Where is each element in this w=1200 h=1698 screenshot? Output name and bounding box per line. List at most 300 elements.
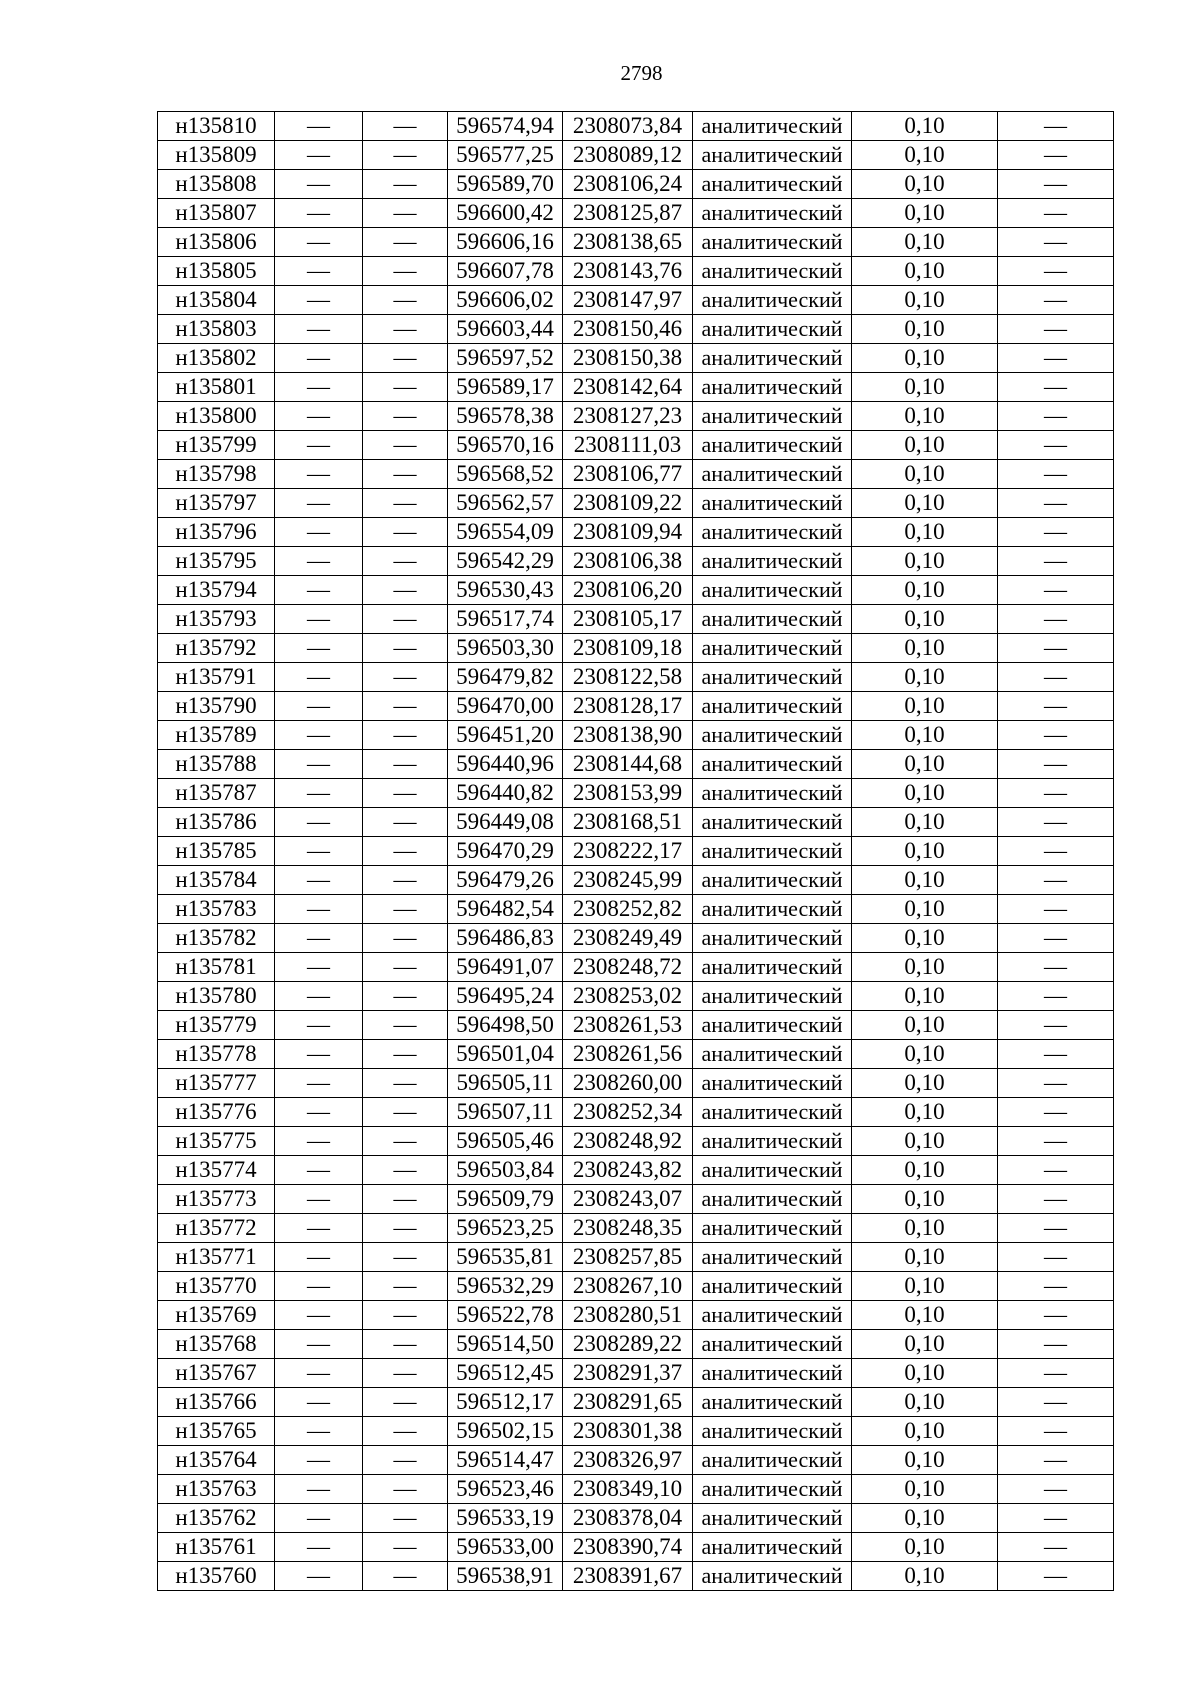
x-coordinate-cell: 596507,11 bbox=[448, 1098, 563, 1127]
empty-value-cell: — bbox=[998, 112, 1114, 141]
accuracy-cell: 0,10 bbox=[852, 924, 998, 953]
empty-value-cell: — bbox=[998, 605, 1114, 634]
empty-value-cell: — bbox=[275, 953, 363, 982]
empty-value-cell: — bbox=[275, 1011, 363, 1040]
point-name-cell: н135808 bbox=[158, 170, 275, 199]
method-cell: аналитический bbox=[693, 228, 852, 257]
table-row bbox=[158, 750, 1114, 779]
x-coordinate-cell: 596554,09 bbox=[448, 518, 563, 547]
table-row bbox=[158, 1301, 1114, 1330]
empty-value-cell: — bbox=[363, 1475, 448, 1504]
table-row bbox=[158, 663, 1114, 692]
accuracy-cell: 0,10 bbox=[852, 576, 998, 605]
table-row bbox=[158, 373, 1114, 402]
empty-value-cell: — bbox=[275, 779, 363, 808]
point-name-cell: н135763 bbox=[158, 1475, 275, 1504]
y-coordinate-cell: 2308261,56 bbox=[563, 1040, 693, 1069]
y-coordinate-cell: 2308378,04 bbox=[563, 1504, 693, 1533]
y-coordinate-cell: 2308106,38 bbox=[563, 547, 693, 576]
point-name-cell: н135786 bbox=[158, 808, 275, 837]
empty-value-cell: — bbox=[998, 1011, 1114, 1040]
method-cell: аналитический bbox=[693, 1243, 852, 1272]
empty-value-cell: — bbox=[363, 895, 448, 924]
table-row bbox=[158, 402, 1114, 431]
table-row bbox=[158, 170, 1114, 199]
method-cell: аналитический bbox=[693, 663, 852, 692]
y-coordinate-cell: 2308280,51 bbox=[563, 1301, 693, 1330]
accuracy-cell: 0,10 bbox=[852, 286, 998, 315]
x-coordinate-cell: 596512,45 bbox=[448, 1359, 563, 1388]
y-coordinate-cell: 2308248,72 bbox=[563, 953, 693, 982]
y-coordinate-cell: 2308261,53 bbox=[563, 1011, 693, 1040]
empty-value-cell: — bbox=[363, 170, 448, 199]
empty-value-cell: — bbox=[363, 112, 448, 141]
method-cell: аналитический bbox=[693, 1388, 852, 1417]
empty-value-cell: — bbox=[998, 1359, 1114, 1388]
method-cell: аналитический bbox=[693, 1417, 852, 1446]
point-name-cell: н135778 bbox=[158, 1040, 275, 1069]
table-row bbox=[158, 1533, 1114, 1562]
y-coordinate-cell: 2308138,65 bbox=[563, 228, 693, 257]
method-cell: аналитический bbox=[693, 344, 852, 373]
point-name-cell: н135771 bbox=[158, 1243, 275, 1272]
y-coordinate-cell: 2308301,38 bbox=[563, 1417, 693, 1446]
empty-value-cell: — bbox=[363, 576, 448, 605]
x-coordinate-cell: 596535,81 bbox=[448, 1243, 563, 1272]
empty-value-cell: — bbox=[363, 1388, 448, 1417]
y-coordinate-cell: 2308252,34 bbox=[563, 1098, 693, 1127]
empty-value-cell: — bbox=[275, 1243, 363, 1272]
y-coordinate-cell: 2308260,00 bbox=[563, 1069, 693, 1098]
accuracy-cell: 0,10 bbox=[852, 1156, 998, 1185]
x-coordinate-cell: 596505,46 bbox=[448, 1127, 563, 1156]
point-name-cell: н135766 bbox=[158, 1388, 275, 1417]
table-row bbox=[158, 547, 1114, 576]
empty-value-cell: — bbox=[998, 402, 1114, 431]
empty-value-cell: — bbox=[363, 1417, 448, 1446]
x-coordinate-cell: 596597,52 bbox=[448, 344, 563, 373]
empty-value-cell: — bbox=[998, 953, 1114, 982]
empty-value-cell: — bbox=[275, 924, 363, 953]
empty-value-cell: — bbox=[998, 170, 1114, 199]
accuracy-cell: 0,10 bbox=[852, 460, 998, 489]
empty-value-cell: — bbox=[275, 1301, 363, 1330]
empty-value-cell: — bbox=[363, 460, 448, 489]
table-row bbox=[158, 576, 1114, 605]
y-coordinate-cell: 2308147,97 bbox=[563, 286, 693, 315]
x-coordinate-cell: 596502,15 bbox=[448, 1417, 563, 1446]
table-row bbox=[158, 1185, 1114, 1214]
accuracy-cell: 0,10 bbox=[852, 1504, 998, 1533]
point-name-cell: н135790 bbox=[158, 692, 275, 721]
empty-value-cell: — bbox=[363, 547, 448, 576]
method-cell: аналитический bbox=[693, 547, 852, 576]
y-coordinate-cell: 2308267,10 bbox=[563, 1272, 693, 1301]
x-coordinate-cell: 596482,54 bbox=[448, 895, 563, 924]
empty-value-cell: — bbox=[363, 489, 448, 518]
empty-value-cell: — bbox=[998, 315, 1114, 344]
x-coordinate-cell: 596501,04 bbox=[448, 1040, 563, 1069]
point-name-cell: н135795 bbox=[158, 547, 275, 576]
table-row bbox=[158, 1040, 1114, 1069]
point-name-cell: н135772 bbox=[158, 1214, 275, 1243]
y-coordinate-cell: 2308252,82 bbox=[563, 895, 693, 924]
method-cell: аналитический bbox=[693, 895, 852, 924]
method-cell: аналитический bbox=[693, 1562, 852, 1591]
point-name-cell: н135764 bbox=[158, 1446, 275, 1475]
y-coordinate-cell: 2308142,64 bbox=[563, 373, 693, 402]
empty-value-cell: — bbox=[275, 895, 363, 924]
accuracy-cell: 0,10 bbox=[852, 228, 998, 257]
table-row bbox=[158, 866, 1114, 895]
empty-value-cell: — bbox=[363, 1011, 448, 1040]
empty-value-cell: — bbox=[275, 1533, 363, 1562]
empty-value-cell: — bbox=[998, 1185, 1114, 1214]
empty-value-cell: — bbox=[275, 228, 363, 257]
y-coordinate-cell: 2308089,12 bbox=[563, 141, 693, 170]
point-name-cell: н135797 bbox=[158, 489, 275, 518]
empty-value-cell: — bbox=[275, 1330, 363, 1359]
method-cell: аналитический bbox=[693, 605, 852, 634]
accuracy-cell: 0,10 bbox=[852, 750, 998, 779]
accuracy-cell: 0,10 bbox=[852, 547, 998, 576]
empty-value-cell: — bbox=[275, 837, 363, 866]
accuracy-cell: 0,10 bbox=[852, 1272, 998, 1301]
y-coordinate-cell: 2308109,94 bbox=[563, 518, 693, 547]
empty-value-cell: — bbox=[275, 1417, 363, 1446]
point-name-cell: н135780 bbox=[158, 982, 275, 1011]
accuracy-cell: 0,10 bbox=[852, 431, 998, 460]
empty-value-cell: — bbox=[275, 1069, 363, 1098]
empty-value-cell: — bbox=[363, 1446, 448, 1475]
method-cell: аналитический bbox=[693, 924, 852, 953]
y-coordinate-cell: 2308122,58 bbox=[563, 663, 693, 692]
empty-value-cell: — bbox=[275, 141, 363, 170]
point-name-cell: н135791 bbox=[158, 663, 275, 692]
y-coordinate-cell: 2308138,90 bbox=[563, 721, 693, 750]
empty-value-cell: — bbox=[275, 634, 363, 663]
x-coordinate-cell: 596568,52 bbox=[448, 460, 563, 489]
accuracy-cell: 0,10 bbox=[852, 199, 998, 228]
table-row bbox=[158, 1417, 1114, 1446]
empty-value-cell: — bbox=[998, 431, 1114, 460]
empty-value-cell: — bbox=[275, 808, 363, 837]
point-name-cell: н135782 bbox=[158, 924, 275, 953]
empty-value-cell: — bbox=[998, 1475, 1114, 1504]
accuracy-cell: 0,10 bbox=[852, 373, 998, 402]
accuracy-cell: 0,10 bbox=[852, 1185, 998, 1214]
point-name-cell: н135803 bbox=[158, 315, 275, 344]
y-coordinate-cell: 2308326,97 bbox=[563, 1446, 693, 1475]
accuracy-cell: 0,10 bbox=[852, 344, 998, 373]
empty-value-cell: — bbox=[363, 663, 448, 692]
accuracy-cell: 0,10 bbox=[852, 1417, 998, 1446]
empty-value-cell: — bbox=[275, 1127, 363, 1156]
y-coordinate-cell: 2308291,37 bbox=[563, 1359, 693, 1388]
method-cell: аналитический bbox=[693, 1504, 852, 1533]
empty-value-cell: — bbox=[275, 489, 363, 518]
method-cell: аналитический bbox=[693, 1272, 852, 1301]
y-coordinate-cell: 2308253,02 bbox=[563, 982, 693, 1011]
empty-value-cell: — bbox=[275, 257, 363, 286]
x-coordinate-cell: 596533,00 bbox=[448, 1533, 563, 1562]
accuracy-cell: 0,10 bbox=[852, 1446, 998, 1475]
x-coordinate-cell: 596562,57 bbox=[448, 489, 563, 518]
empty-value-cell: — bbox=[998, 576, 1114, 605]
empty-value-cell: — bbox=[363, 1562, 448, 1591]
method-cell: аналитический bbox=[693, 1185, 852, 1214]
point-name-cell: н135801 bbox=[158, 373, 275, 402]
y-coordinate-cell: 2308289,22 bbox=[563, 1330, 693, 1359]
table-row bbox=[158, 286, 1114, 315]
empty-value-cell: — bbox=[363, 373, 448, 402]
point-name-cell: н135770 bbox=[158, 1272, 275, 1301]
point-name-cell: н135793 bbox=[158, 605, 275, 634]
y-coordinate-cell: 2308153,99 bbox=[563, 779, 693, 808]
empty-value-cell: — bbox=[275, 1156, 363, 1185]
table-row bbox=[158, 228, 1114, 257]
point-name-cell: н135789 bbox=[158, 721, 275, 750]
y-coordinate-cell: 2308144,68 bbox=[563, 750, 693, 779]
x-coordinate-cell: 596479,26 bbox=[448, 866, 563, 895]
empty-value-cell: — bbox=[275, 112, 363, 141]
empty-value-cell: — bbox=[363, 315, 448, 344]
y-coordinate-cell: 2308222,17 bbox=[563, 837, 693, 866]
empty-value-cell: — bbox=[998, 141, 1114, 170]
table-row bbox=[158, 953, 1114, 982]
page-number: 2798 bbox=[620, 61, 663, 85]
method-cell: аналитический bbox=[693, 170, 852, 199]
x-coordinate-cell: 596589,17 bbox=[448, 373, 563, 402]
empty-value-cell: — bbox=[363, 1040, 448, 1069]
method-cell: аналитический bbox=[693, 692, 852, 721]
point-name-cell: н135802 bbox=[158, 344, 275, 373]
empty-value-cell: — bbox=[363, 634, 448, 663]
table-row bbox=[158, 141, 1114, 170]
table-row bbox=[158, 1388, 1114, 1417]
x-coordinate-cell: 596517,74 bbox=[448, 605, 563, 634]
empty-value-cell: — bbox=[998, 924, 1114, 953]
point-name-cell: н135762 bbox=[158, 1504, 275, 1533]
empty-value-cell: — bbox=[363, 1533, 448, 1562]
table-row bbox=[158, 808, 1114, 837]
y-coordinate-cell: 2308106,20 bbox=[563, 576, 693, 605]
x-coordinate-cell: 596523,25 bbox=[448, 1214, 563, 1243]
table-row bbox=[158, 489, 1114, 518]
table-row bbox=[158, 721, 1114, 750]
y-coordinate-cell: 2308245,99 bbox=[563, 866, 693, 895]
accuracy-cell: 0,10 bbox=[852, 953, 998, 982]
empty-value-cell: — bbox=[363, 1098, 448, 1127]
empty-value-cell: — bbox=[363, 750, 448, 779]
method-cell: аналитический bbox=[693, 373, 852, 402]
x-coordinate-cell: 596491,07 bbox=[448, 953, 563, 982]
empty-value-cell: — bbox=[275, 721, 363, 750]
table-row bbox=[158, 431, 1114, 460]
empty-value-cell: — bbox=[998, 895, 1114, 924]
accuracy-cell: 0,10 bbox=[852, 1243, 998, 1272]
accuracy-cell: 0,10 bbox=[852, 866, 998, 895]
y-coordinate-cell: 2308391,67 bbox=[563, 1562, 693, 1591]
method-cell: аналитический bbox=[693, 489, 852, 518]
accuracy-cell: 0,10 bbox=[852, 112, 998, 141]
accuracy-cell: 0,10 bbox=[852, 605, 998, 634]
empty-value-cell: — bbox=[998, 518, 1114, 547]
empty-value-cell: — bbox=[363, 518, 448, 547]
empty-value-cell: — bbox=[363, 808, 448, 837]
x-coordinate-cell: 596578,38 bbox=[448, 402, 563, 431]
y-coordinate-cell: 2308143,76 bbox=[563, 257, 693, 286]
method-cell: аналитический bbox=[693, 431, 852, 460]
empty-value-cell: — bbox=[275, 605, 363, 634]
accuracy-cell: 0,10 bbox=[852, 721, 998, 750]
empty-value-cell: — bbox=[363, 605, 448, 634]
empty-value-cell: — bbox=[363, 866, 448, 895]
x-coordinate-cell: 596440,96 bbox=[448, 750, 563, 779]
x-coordinate-cell: 596451,20 bbox=[448, 721, 563, 750]
empty-value-cell: — bbox=[998, 663, 1114, 692]
x-coordinate-cell: 596503,84 bbox=[448, 1156, 563, 1185]
empty-value-cell: — bbox=[275, 402, 363, 431]
empty-value-cell: — bbox=[998, 1098, 1114, 1127]
empty-value-cell: — bbox=[363, 141, 448, 170]
method-cell: аналитический bbox=[693, 866, 852, 895]
x-coordinate-cell: 596606,16 bbox=[448, 228, 563, 257]
empty-value-cell: — bbox=[363, 953, 448, 982]
empty-value-cell: — bbox=[998, 344, 1114, 373]
empty-value-cell: — bbox=[363, 344, 448, 373]
accuracy-cell: 0,10 bbox=[852, 1562, 998, 1591]
empty-value-cell: — bbox=[998, 1301, 1114, 1330]
accuracy-cell: 0,10 bbox=[852, 982, 998, 1011]
method-cell: аналитический bbox=[693, 1301, 852, 1330]
table-row bbox=[158, 1156, 1114, 1185]
x-coordinate-cell: 596533,19 bbox=[448, 1504, 563, 1533]
y-coordinate-cell: 2308128,17 bbox=[563, 692, 693, 721]
empty-value-cell: — bbox=[998, 547, 1114, 576]
point-name-cell: н135761 bbox=[158, 1533, 275, 1562]
empty-value-cell: — bbox=[363, 721, 448, 750]
method-cell: аналитический bbox=[693, 837, 852, 866]
table-row bbox=[158, 1011, 1114, 1040]
empty-value-cell: — bbox=[275, 1446, 363, 1475]
empty-value-cell: — bbox=[998, 1504, 1114, 1533]
empty-value-cell: — bbox=[363, 1185, 448, 1214]
table-row bbox=[158, 315, 1114, 344]
x-coordinate-cell: 596514,50 bbox=[448, 1330, 563, 1359]
empty-value-cell: — bbox=[998, 1417, 1114, 1446]
point-name-cell: н135776 bbox=[158, 1098, 275, 1127]
accuracy-cell: 0,10 bbox=[852, 808, 998, 837]
method-cell: аналитический bbox=[693, 1127, 852, 1156]
empty-value-cell: — bbox=[363, 1214, 448, 1243]
empty-value-cell: — bbox=[275, 1562, 363, 1591]
point-name-cell: н135806 bbox=[158, 228, 275, 257]
empty-value-cell: — bbox=[998, 866, 1114, 895]
accuracy-cell: 0,10 bbox=[852, 895, 998, 924]
y-coordinate-cell: 2308248,92 bbox=[563, 1127, 693, 1156]
empty-value-cell: — bbox=[998, 199, 1114, 228]
table-row bbox=[158, 199, 1114, 228]
point-name-cell: н135781 bbox=[158, 953, 275, 982]
method-cell: аналитический bbox=[693, 953, 852, 982]
x-coordinate-cell: 596522,78 bbox=[448, 1301, 563, 1330]
method-cell: аналитический bbox=[693, 1011, 852, 1040]
x-coordinate-cell: 596505,11 bbox=[448, 1069, 563, 1098]
table-row bbox=[158, 1069, 1114, 1098]
empty-value-cell: — bbox=[998, 257, 1114, 286]
point-name-cell: н135800 bbox=[158, 402, 275, 431]
table-body bbox=[158, 112, 1114, 1591]
method-cell: аналитический bbox=[693, 315, 852, 344]
y-coordinate-cell: 2308111,03 bbox=[563, 431, 693, 460]
x-coordinate-cell: 596440,82 bbox=[448, 779, 563, 808]
point-name-cell: н135775 bbox=[158, 1127, 275, 1156]
empty-value-cell: — bbox=[363, 1301, 448, 1330]
empty-value-cell: — bbox=[275, 1040, 363, 1069]
table-row bbox=[158, 982, 1114, 1011]
point-name-cell: н135809 bbox=[158, 141, 275, 170]
point-name-cell: н135798 bbox=[158, 460, 275, 489]
empty-value-cell: — bbox=[363, 1127, 448, 1156]
method-cell: аналитический bbox=[693, 1475, 852, 1504]
x-coordinate-cell: 596509,79 bbox=[448, 1185, 563, 1214]
y-coordinate-cell: 2308106,24 bbox=[563, 170, 693, 199]
accuracy-cell: 0,10 bbox=[852, 518, 998, 547]
point-name-cell: н135794 bbox=[158, 576, 275, 605]
accuracy-cell: 0,10 bbox=[852, 1388, 998, 1417]
empty-value-cell: — bbox=[275, 1388, 363, 1417]
empty-value-cell: — bbox=[363, 402, 448, 431]
x-coordinate-cell: 596570,16 bbox=[448, 431, 563, 460]
accuracy-cell: 0,10 bbox=[852, 257, 998, 286]
x-coordinate-cell: 596479,82 bbox=[448, 663, 563, 692]
method-cell: аналитический bbox=[693, 1098, 852, 1127]
table-row bbox=[158, 257, 1114, 286]
point-name-cell: н135784 bbox=[158, 866, 275, 895]
empty-value-cell: — bbox=[275, 866, 363, 895]
empty-value-cell: — bbox=[998, 837, 1114, 866]
table-row bbox=[158, 1330, 1114, 1359]
y-coordinate-cell: 2308349,10 bbox=[563, 1475, 693, 1504]
accuracy-cell: 0,10 bbox=[852, 779, 998, 808]
empty-value-cell: — bbox=[998, 1388, 1114, 1417]
y-coordinate-cell: 2308150,38 bbox=[563, 344, 693, 373]
y-coordinate-cell: 2308257,85 bbox=[563, 1243, 693, 1272]
accuracy-cell: 0,10 bbox=[852, 141, 998, 170]
x-coordinate-cell: 596600,42 bbox=[448, 199, 563, 228]
accuracy-cell: 0,10 bbox=[852, 663, 998, 692]
x-coordinate-cell: 596512,17 bbox=[448, 1388, 563, 1417]
method-cell: аналитический bbox=[693, 1330, 852, 1359]
accuracy-cell: 0,10 bbox=[852, 1069, 998, 1098]
x-coordinate-cell: 596470,00 bbox=[448, 692, 563, 721]
empty-value-cell: — bbox=[998, 982, 1114, 1011]
table-row bbox=[158, 344, 1114, 373]
method-cell: аналитический bbox=[693, 1446, 852, 1475]
point-name-cell: н135777 bbox=[158, 1069, 275, 1098]
empty-value-cell: — bbox=[998, 286, 1114, 315]
empty-value-cell: — bbox=[363, 837, 448, 866]
point-name-cell: н135787 bbox=[158, 779, 275, 808]
table-row bbox=[158, 1098, 1114, 1127]
empty-value-cell: — bbox=[363, 779, 448, 808]
method-cell: аналитический bbox=[693, 576, 852, 605]
x-coordinate-cell: 596449,08 bbox=[448, 808, 563, 837]
accuracy-cell: 0,10 bbox=[852, 1330, 998, 1359]
empty-value-cell: — bbox=[998, 228, 1114, 257]
x-coordinate-cell: 596542,29 bbox=[448, 547, 563, 576]
